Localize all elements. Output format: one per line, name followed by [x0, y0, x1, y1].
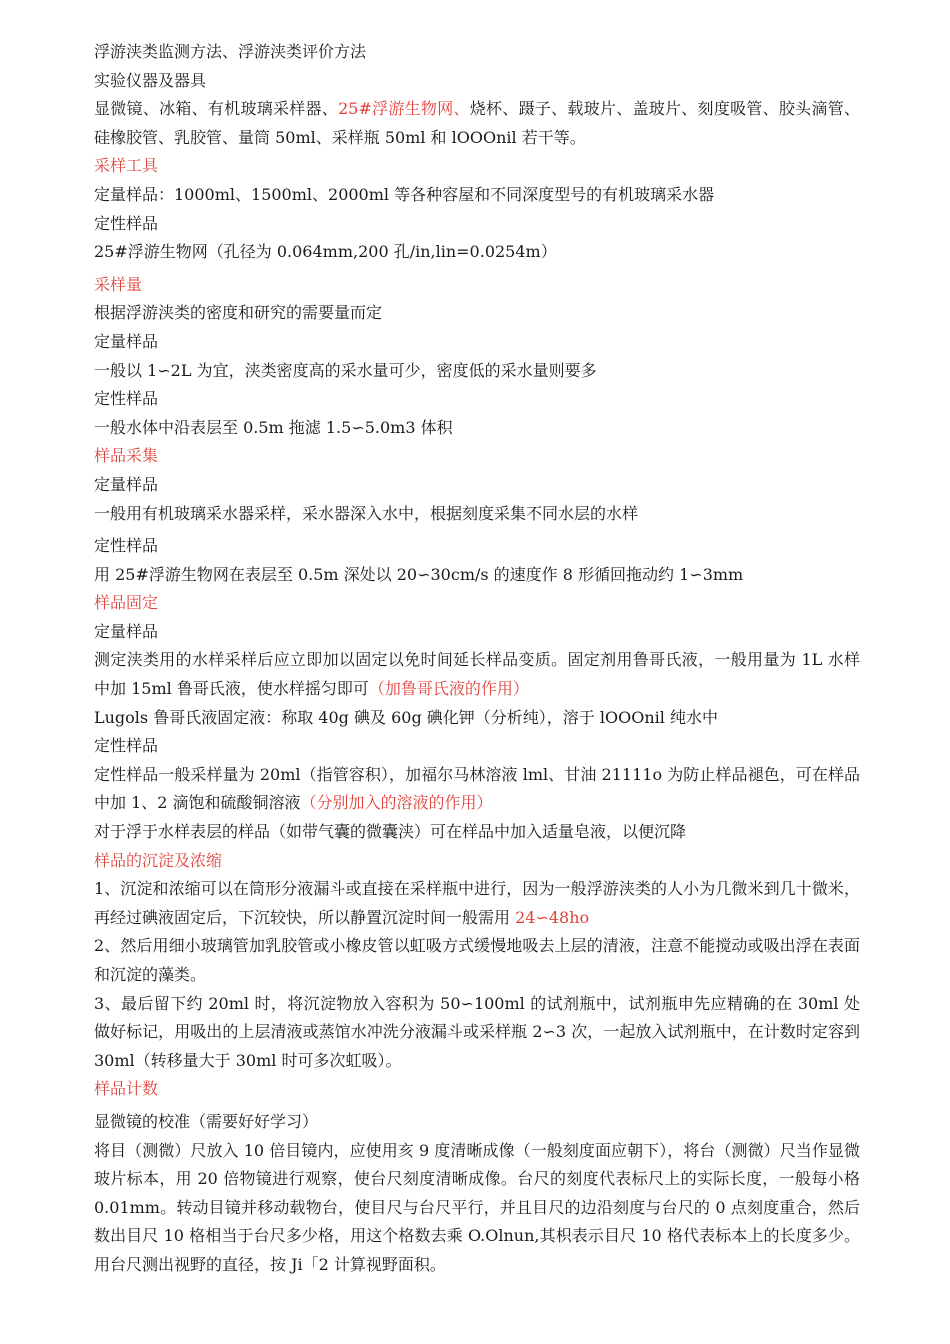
settling-step-1: [94, 875, 860, 932]
instruments-list: [94, 95, 860, 152]
calibration-title: 显微镜的校准（需要好好学习）: [94, 1111, 319, 1131]
section-heading-counting: 样品计数: [94, 1079, 159, 1099]
doc-title: 浮游浃类监测方法、浮游浃类评价方法: [94, 42, 367, 61]
collection-qualitative-label: 定性样品: [94, 536, 159, 556]
section-heading-tools: 采样工具: [94, 156, 159, 176]
floating-sample-note: 对于浮于水样表层的样品（如带气囊的微囊浃）可在样品中加入适量皂液，以便沉降: [94, 822, 687, 842]
tools-qualitative: 25#浮游生物网（孔径为 0.064mm,200 孔/in,lin=0.0254m）: [94, 242, 557, 262]
amount-quantitative: 一般以 1∽2L 为宜，浃类密度高的采水量可少，密度低的采水量则要多: [94, 360, 597, 380]
fixation-qualitative-text: 定性样品一般采样量为 20ml（指管容积），加福尔马林溶液 lml、甘油 21111o 为防止样品褪色，可在样品中加 1、2 滴饱和硫酸铜溶液: [94, 764, 860, 813]
fixation-quantitative-label: 定量样品: [94, 621, 159, 641]
section-heading-amount: 采样量: [94, 274, 143, 294]
amount-description: 根据浮游浃类的密度和研究的需要量而定: [94, 303, 383, 323]
amount-quantitative-label: 定量样品: [94, 331, 159, 351]
settling-time: 24∽48ho: [515, 907, 590, 927]
section-heading-fixation: 样品固定: [94, 593, 159, 613]
document-body: [94, 38, 860, 1280]
collection-quantitative-label: 定量样品: [94, 474, 159, 494]
instruments-heading: 实验仪器及器具: [94, 70, 207, 90]
fixation-qualitative: [94, 761, 860, 818]
fixation-qualitative-label: 定性样品: [94, 736, 159, 756]
collection-qualitative: 用 25#浮游生物网在表层至 0.5m 深处以 20∽30cm/s 的速度作 8 形循回拖动约 1∽3mm: [94, 564, 744, 584]
collection-quantitative: 一般用有机玻璃采水器采样，采水器深入水中，根据刻度采集不同水层的水样: [94, 503, 639, 523]
fixation-quantitative-text: 测定浃类用的水样采样后应立即加以固定以免时间延长样品变质。固定剂用鲁哥氏液，一般用量为 1L 水样中加 15ml 鲁哥氏液，使水样摇匀即可: [94, 650, 860, 699]
settling-step-1-text: 1、沉淀和浓缩可以在筒形分液漏斗或直接在采样瓶中进行，因为一般浮游浃类的人小为几微米到几十微米，再经过碘液固定后，下沉较快，所以静置沉淀时间一般需用: [94, 879, 860, 927]
tools-quantitative: 定量样品：1000ml、1500ml、2000ml 等各种容屋和不同深度型号的有机玻璃采水器: [94, 184, 715, 204]
fixation-quantitative: [94, 646, 860, 703]
instruments-text-a: 显微镜、冰箱、有机玻璃采样器、: [94, 99, 339, 119]
instruments-text-b: 烧杯、蹑子、载玻片、盖玻片、刻度吸管、胶头滴管、硅橡胶管、乳胶管、量筒 50ml、采样瓶 50ml 和 lOOOnil 若干等。: [94, 99, 860, 147]
plankton-net-highlight: 25#浮游生物网、: [338, 99, 470, 119]
section-heading-settling: 样品的沉淀及浓缩: [94, 850, 223, 870]
section-heading-collection: 样品采集: [94, 446, 159, 466]
amount-qualitative: 一般水体中沿表层至 0.5m 拖滤 1.5∽5.0m3 体积: [94, 417, 453, 437]
settling-step-3: 3、最后留下约 20ml 时，将沉淀物放入容积为 50∽100ml 的试剂瓶中，试剂瓶申先应精确的在 30ml 处做好标记，用吸出的上层清液或蒸馆水冲洗分液漏斗或采样瓶 2∽3 次，一起放入试剂瓶中，在计数时定容到 30ml（转移量大于 30ml 时可多次虹吸）。: [94, 993, 860, 1070]
calibration-body: 将目（测微）尺放入 10 倍目镜内，应使用亥 9 度清晰成像（一般刻度面应朝下），将台（测微）尺当作显微玻片标本，用 20 倍物镜进行观察，使台尺刻度清晰成像。台尺的刻度代表标尺上的实际长度，一般每小格 0.01mm。转动目镜并移动载物台，使目尺与台尺平行，并且目尺的边沿刻度与台尺的 0 点刻度重合，然后数出目尺 10 格相当于台尺多少格，用这个格数去乘 O.Olnun,其枳表示目尺 10 格代表标本上的长度多少。用台尺测出视野的直径，按 Ji「2 计算视野面积。: [94, 1140, 860, 1274]
solution-note: （分别加入的溶液的作用）: [300, 793, 493, 813]
settling-step-2: 2、然后用细小玻璃管加乳胶管或小橡皮管以虹吸方式缓慢地吸去上层的清液，注意不能搅动或吸出浮在表面和沉淀的藻类。: [94, 936, 860, 984]
lugol-note: （加鲁哥氏液的作用）: [368, 679, 529, 699]
tools-qualitative-label: 定性样品: [94, 213, 159, 233]
amount-qualitative-label: 定性样品: [94, 389, 159, 409]
lugols-recipe: Lugols 鲁哥氏液固定液：称取 40g 碘及 60g 碘化钾（分析纯），溶于 lOOOnil 纯水中: [94, 707, 718, 727]
